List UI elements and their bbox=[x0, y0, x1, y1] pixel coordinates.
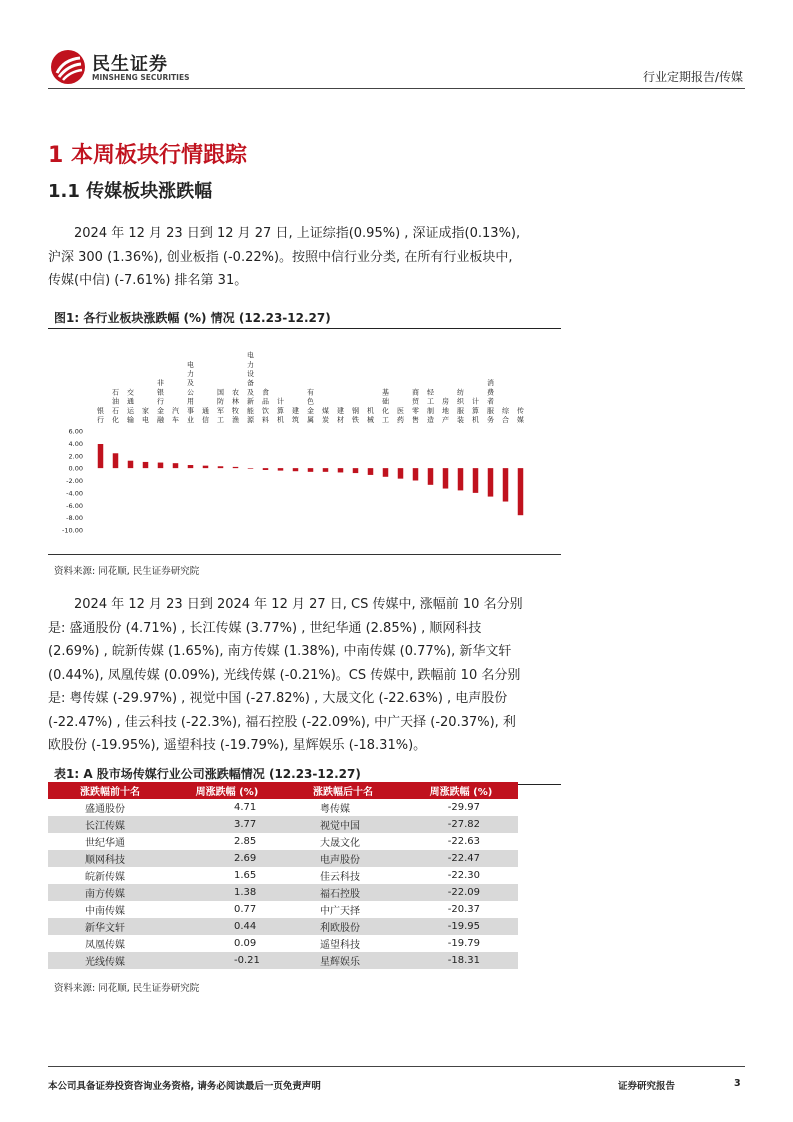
chart-bar bbox=[218, 466, 224, 468]
table-cell: -22.47 bbox=[404, 850, 518, 867]
x-category-label: 传媒 bbox=[517, 406, 524, 424]
table-cell: 1.38 bbox=[172, 884, 282, 901]
header-bottom10: 涨跌幅后十名 bbox=[282, 782, 404, 799]
media-stock-change-table bbox=[48, 782, 518, 969]
x-category-label: 建材 bbox=[337, 406, 344, 424]
chart-bar bbox=[188, 465, 194, 468]
table-cell: 遥望科技 bbox=[320, 940, 360, 951]
table-cell: 凤凰传媒 bbox=[85, 940, 125, 951]
x-category-label: 汽车 bbox=[172, 406, 179, 424]
chart-bar bbox=[458, 468, 464, 490]
report-category: 行业定期报告/传媒 bbox=[642, 70, 743, 84]
x-category-label: 通信 bbox=[202, 406, 209, 424]
table-cell: -22.63 bbox=[447, 836, 480, 847]
footer-report-type: 证券研究报告 bbox=[618, 1081, 676, 1092]
table-cell: 长江传媒 bbox=[48, 816, 172, 833]
x-category-label: 房地产 bbox=[442, 397, 449, 424]
x-category-label: 电力设备及新能源 bbox=[247, 351, 254, 424]
table-row bbox=[48, 935, 518, 952]
page-number: 3 bbox=[734, 1078, 741, 1089]
table-row bbox=[48, 952, 518, 969]
table-source: 资料来源: 同花顺, 民生证券研究院 bbox=[54, 983, 200, 994]
x-category-label: 交通运输 bbox=[127, 388, 134, 424]
logo-text-cn: 民生证券 bbox=[92, 54, 168, 75]
table-cell: 顺网科技 bbox=[48, 850, 172, 867]
table-cell: -27.82 bbox=[404, 816, 518, 833]
x-category-label: 钢铁 bbox=[352, 406, 359, 424]
chart-bar bbox=[203, 466, 209, 468]
chart-bar bbox=[233, 467, 239, 468]
table-cell: 电声股份 bbox=[282, 850, 404, 867]
chart-bar bbox=[398, 468, 404, 479]
table-cell: 皖新传媒 bbox=[85, 872, 125, 883]
x-category-label: 银行 bbox=[97, 406, 104, 424]
table-cell: 新华文轩 bbox=[48, 918, 172, 935]
table-row bbox=[48, 799, 518, 816]
table-cell: -29.97 bbox=[447, 802, 480, 813]
header-weekly-change: 周涨跌幅 (%) bbox=[172, 782, 282, 799]
y-tick-label: -6.00 bbox=[66, 501, 83, 510]
table-row bbox=[48, 901, 518, 918]
x-category-label: 基础化工 bbox=[382, 388, 389, 424]
industry-change-bar-chart bbox=[48, 330, 561, 552]
header-divider bbox=[48, 88, 745, 89]
chart-bar bbox=[293, 468, 299, 471]
table-row bbox=[48, 918, 518, 935]
chart-bar bbox=[173, 463, 179, 468]
x-category-label: 电力及公用事业 bbox=[187, 360, 194, 424]
x-category-label: 机械 bbox=[367, 406, 374, 424]
subsection-heading: 1.1 传媒板块涨跌幅 bbox=[48, 181, 213, 202]
y-tick-label: -10.00 bbox=[62, 526, 83, 535]
chart-bar bbox=[383, 468, 389, 477]
chart-bar bbox=[158, 463, 164, 469]
table-cell: 0.44 bbox=[172, 918, 282, 935]
table-cell: 中南传媒 bbox=[85, 906, 125, 917]
table-row bbox=[48, 833, 518, 850]
intro-paragraph bbox=[48, 222, 528, 293]
table-cell: -20.37 bbox=[447, 904, 480, 915]
chart-bar bbox=[443, 468, 449, 488]
y-tick-label: -4.00 bbox=[66, 489, 83, 498]
y-tick-label: 6.00 bbox=[68, 427, 83, 436]
x-category-label: 煤炭 bbox=[322, 406, 329, 424]
chart-bar bbox=[488, 468, 494, 496]
chart-bar bbox=[353, 468, 359, 473]
table-cell: -19.95 bbox=[404, 918, 518, 935]
header-top10: 涨跌幅前十名 bbox=[48, 782, 172, 799]
x-category-label: 商贸零售 bbox=[412, 388, 419, 424]
table-cell: 福石控股 bbox=[282, 884, 404, 901]
chart-bar bbox=[143, 462, 149, 468]
chart-bar bbox=[113, 453, 119, 468]
chart-bar bbox=[278, 468, 284, 470]
footer-disclaimer: 本公司具备证券投资咨询业务资格, 请务必阅读最后一页免责声明 bbox=[48, 1081, 321, 1092]
figure-divider bbox=[48, 554, 561, 555]
table-cell: 利欧股份 bbox=[282, 918, 404, 935]
chart-bar bbox=[338, 468, 344, 472]
table-row bbox=[48, 867, 518, 884]
x-category-label: 农林牧渔 bbox=[232, 388, 239, 424]
chart-bar bbox=[248, 468, 254, 469]
footer-divider bbox=[48, 1066, 745, 1067]
table-cell: 盛通股份 bbox=[85, 804, 125, 815]
paragraph-text: 2024 年 12 月 23 日到 2024 年 12 月 27 日, CS 传媒中, 涨幅前 10 名分别是: 盛通股份 (4.71%) , 长江传媒 (3.77%) , 世纪华通 (2.85%) , 顺网科技 (2.69%) , 皖新传媒 (1.65%), 南方传媒 (1.38%), 中南传媒 (0.77%), 新华文轩 (0.44%), 凤凰传媒 (0.09%), 光线传媒 (-0.21%)。CS 传媒中, 跌幅前 10 名分别是: 粤传媒 (-29.97%) , 视觉中国 (-27.82%) , 大晟文化 (-22.63%) , 电声股份 (-22.47%) , 佳云科技 (-22.3%), 福石控股 (-22.09%), 中广天择 (-20.37%), 利欧股份 (-19.95%), 遥望科技 (-19.79%), 星辉娱乐 (-18.31%)。 bbox=[48, 597, 523, 753]
y-tick-label: 0.00 bbox=[68, 464, 83, 473]
chart-bar bbox=[503, 468, 509, 501]
logo-text-en: MINSHENG SECURITIES bbox=[92, 73, 190, 82]
y-tick-label: 4.00 bbox=[68, 439, 83, 448]
table-cell: 2.69 bbox=[172, 850, 282, 867]
x-category-label: 家电 bbox=[142, 406, 149, 424]
table-cell: 星辉娱乐 bbox=[282, 952, 404, 969]
table-cell: 世纪华通 bbox=[85, 838, 125, 849]
table-cell: -22.09 bbox=[404, 884, 518, 901]
table-cell: 0.09 bbox=[234, 938, 257, 949]
chart-bar bbox=[368, 468, 374, 475]
x-category-label: 综合 bbox=[502, 406, 509, 424]
figure-source: 资料来源: 同花顺, 民生证券研究院 bbox=[54, 566, 200, 577]
table-cell: 0.77 bbox=[234, 904, 257, 915]
header-weekly-change: 周涨跌幅 (%) bbox=[404, 782, 518, 799]
x-category-label: 国防军工 bbox=[217, 388, 224, 424]
table-row bbox=[48, 816, 518, 833]
x-category-label: 纺织服装 bbox=[457, 388, 464, 424]
y-tick-label: 2.00 bbox=[68, 452, 83, 461]
company-logo bbox=[50, 47, 190, 87]
chart-bar bbox=[413, 468, 419, 480]
table-cell: 大晟文化 bbox=[320, 838, 360, 849]
x-category-label: 食品饮料 bbox=[262, 388, 269, 424]
y-tick-label: -2.00 bbox=[66, 477, 83, 485]
table-cell: -18.31 bbox=[404, 952, 518, 969]
chart-bar bbox=[518, 468, 524, 515]
table-cell: -19.79 bbox=[447, 938, 480, 949]
x-category-label: 石油石化 bbox=[112, 388, 119, 424]
table-cell: 佳云科技 bbox=[320, 872, 360, 883]
x-category-label: 建筑 bbox=[292, 406, 299, 424]
table-cell: 2.85 bbox=[234, 836, 257, 847]
x-category-label: 计算机 bbox=[472, 397, 479, 424]
table-cell: 中广天择 bbox=[320, 906, 360, 917]
table-cell: 光线传媒 bbox=[48, 952, 172, 969]
x-category-label: 医药 bbox=[397, 406, 404, 424]
table-cell: 4.71 bbox=[234, 802, 257, 813]
section-heading: 1 本周板块行情跟踪 bbox=[48, 143, 247, 168]
table-cell: -0.21 bbox=[172, 952, 282, 969]
paragraph-text: 2024 年 12 月 23 日到 12 月 27 日, 上证综指(0.95%) , 深证成指(0.13%), 沪深 300 (1.36%), 创业板指 (-0.22%)。按照中信行业分类, 在所有行业板块中, 传媒(中信) (-7.61%) 排名第 31。 bbox=[48, 226, 521, 288]
table-row bbox=[48, 884, 518, 901]
chart-bar bbox=[428, 468, 434, 485]
chart-bar bbox=[98, 444, 104, 468]
chart-bar bbox=[128, 461, 134, 468]
table-cell: 粤传媒 bbox=[320, 804, 350, 815]
figure-title: 图1: 各行业板块涨跌幅 (%) 情况 (12.23-12.27) bbox=[48, 309, 561, 329]
table-header-row bbox=[48, 782, 518, 799]
x-category-label: 有色金属 bbox=[307, 388, 314, 424]
table-row bbox=[48, 850, 518, 867]
x-category-label: 计算机 bbox=[277, 397, 284, 424]
x-category-label: 消费者服务 bbox=[487, 379, 494, 424]
chart-bar bbox=[263, 468, 269, 470]
x-category-label: 轻工制造 bbox=[427, 388, 434, 424]
table-cell: 3.77 bbox=[172, 816, 282, 833]
minsheng-logo-icon bbox=[50, 49, 86, 85]
table-cell: -22.30 bbox=[447, 870, 480, 881]
chart-bar bbox=[473, 468, 479, 493]
ranking-paragraph bbox=[48, 593, 528, 758]
table-cell: 1.65 bbox=[234, 870, 257, 881]
table-cell: 南方传媒 bbox=[48, 884, 172, 901]
x-category-label: 非银行金融 bbox=[157, 379, 164, 424]
table-title: 表1: A 股市场传媒行业公司涨跌幅情况 (12.23-12.27) bbox=[48, 765, 561, 785]
chart-bar bbox=[323, 468, 329, 472]
y-tick-label: -8.00 bbox=[66, 514, 83, 523]
table-cell: 视觉中国 bbox=[282, 816, 404, 833]
chart-bar bbox=[308, 468, 314, 472]
